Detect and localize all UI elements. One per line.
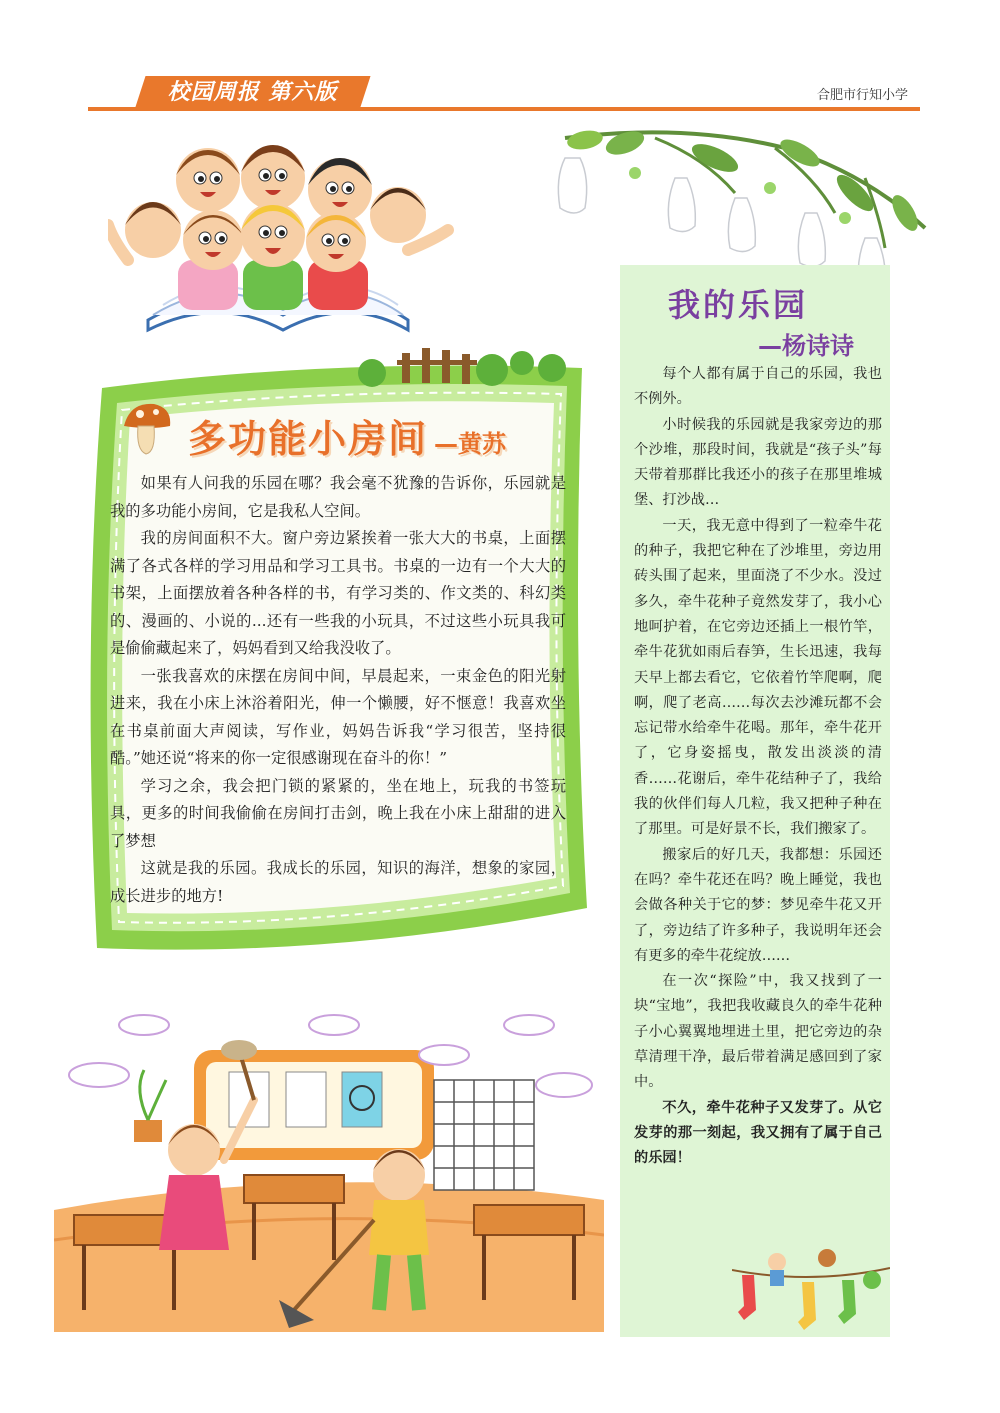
right-story-title: 我的乐园 [668, 286, 809, 324]
right-paragraph: 每个人都有属于自己的乐园，我也不例外。 [634, 366, 882, 408]
left-story-body [110, 470, 566, 910]
left-paragraph: 如果有人问我的乐园在哪？我会毫不犹豫的告诉你，乐园就是我的多功能小房间，它是我私人空间。 [110, 474, 566, 520]
mushroom-icon [120, 400, 175, 458]
right-story-body [634, 362, 882, 1172]
right-paragraph: 搬家后的好几天，我都想：乐园还在吗？牵牛花还在吗？晚上睡觉，我也会做各种关于它的梦：梦见牵牛花又开了，旁边结了许多种子，我说明年还会有更多的牵牛花绽放…… [634, 846, 882, 964]
right-story-author: —杨诗诗 [758, 332, 854, 360]
right-paragraph: 不久，牵牛花种子又发芽了。从它发芽的那一刻起，我又拥有了属于自己的乐园！ [634, 1099, 882, 1167]
left-story-title-text: 多功能小房间 [188, 417, 429, 461]
classroom-cleaning-illustration [54, 1010, 604, 1332]
left-story-title [188, 408, 506, 463]
header-rule [88, 107, 920, 111]
left-story-author: —黄苏 [434, 430, 507, 458]
left-paragraph: 一张我喜欢的床摆在房间中间，早晨起来，一束金色的阳光射进来，我在小床上沐浴着阳光，伸一个懒腰，好不惬意！我喜欢坐在书桌前面大声阅读，写作业，妈妈告诉我“学习很苦，坚持很酷。”她还说“将来的你一定很感谢现在奋斗的你！” [110, 666, 566, 767]
left-paragraph: 我的房间面积不大。窗户旁边紧挨着一张大大的书桌，上面摆满了各式各样的学习用品和学习工具书。书桌的一边有一个大大的书架，上面摆放着各种各样的书，有学习类的、作文类的、科幻类的、漫画的、小说的...还有一些我的小玩具，不过这些小玩具我可是偷偷藏起来了，妈妈看到又给我没收了。 [110, 529, 566, 657]
school-name: 合肥市行知小学 [816, 88, 908, 103]
clothesline-socks-decoration [732, 1240, 890, 1338]
kids-reading-illustration [108, 130, 458, 335]
left-story-heading [120, 400, 580, 461]
right-paragraph: 小时候我的乐园就是我家旁边的那个沙堆，那段时间，我就是“孩子头”每天带着那群比我还小的孩子在那里堆城堡、打沙战… [634, 416, 882, 509]
banner-title: 校园周报 第六版 [167, 80, 338, 105]
left-paragraph: 学习之余，我会把门锁的紧紧的，坐在地上，玩我的书签玩具，更多的时间我偷偷在房间打击剑，晚上我在小床上甜甜的进入了梦想 [110, 776, 566, 850]
right-paragraph: 一天，我无意中得到了一粒牵牛花的种子，我把它种在了沙堆里，旁边用砖头围了起来，里面浇了不少水。没过多久，牵牛花种子竟然发芽了，我小心地呵护着，在它旁边还插上一根竹竿，牵牛花犹如雨后春笋，生长迅速，我每天早上都去看它，它依着竹竿爬啊，爬啊，爬了老高……每次去沙滩玩都不会忘记带水给牵牛花喝。那年，牵牛花开了，它身姿摇曳，散发出淡淡的清香……花谢后，牵牛花结种子了，我给我的伙伴们每人几粒，我又把种子种在了那里。可是好景不长，我们搬家了。 [634, 517, 882, 838]
left-paragraph: 这就是我的乐园。我成长的乐园，知识的海洋，想象的家园，成长进步的地方! [110, 859, 566, 905]
page-header [0, 0, 1000, 120]
right-paragraph: 在一次“探险”中，我又找到了一块“宝地”，我把我收藏良久的牵牛花种子小心翼翼地埋进土里，把它旁边的杂草清理干净，最后带着满足感回到了家中。 [634, 973, 882, 1091]
